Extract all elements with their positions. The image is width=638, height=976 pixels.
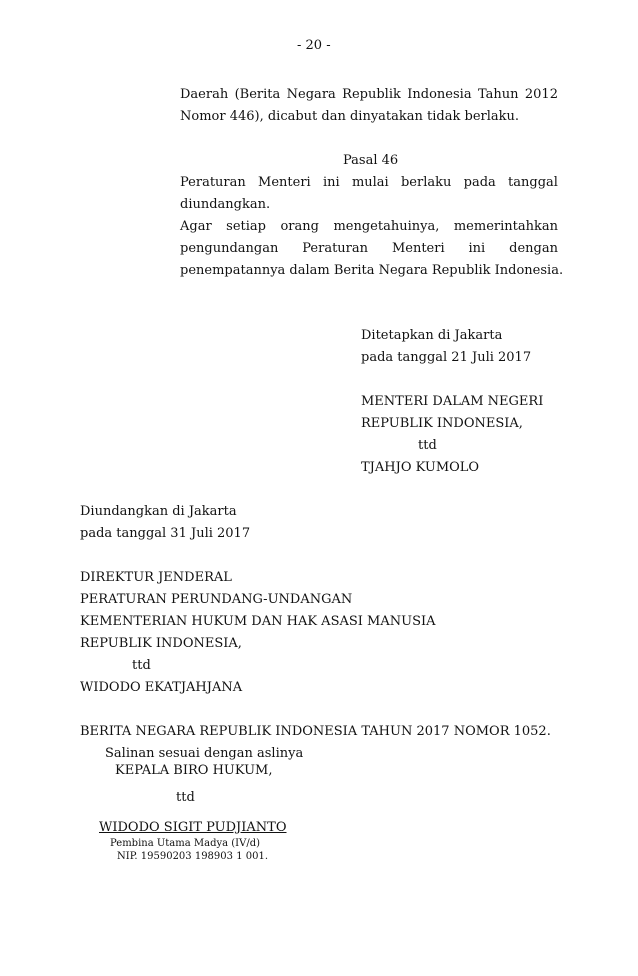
enactment-date: pada tanggal 21 Juli 2017 — [361, 350, 532, 365]
article-p1-line-1 — [180, 175, 558, 191]
director-name: WIDODO EKATJAHJANA — [80, 680, 243, 695]
word: Republik — [342, 87, 401, 102]
director-title-4: REPUBLIK INDONESIA, — [80, 636, 242, 651]
director-title-1: DIREKTUR JENDERAL — [80, 570, 232, 585]
enactment-place: Ditetapkan di Jakarta — [361, 328, 503, 343]
bureau-head-title: KEPALA BIRO HUKUM, — [115, 763, 273, 778]
article-p2-line-3: penempatannya dalam Berita Negara Republik Indonesia. — [180, 263, 564, 278]
word: pada — [463, 175, 496, 190]
bureau-head-name: WIDODO SIGIT PUDJIANTO — [99, 820, 287, 835]
word: pengundangan — [180, 241, 279, 256]
word: Peraturan — [180, 175, 246, 190]
article-p1-line-2: diundangkan. — [180, 197, 271, 212]
director-title-3: KEMENTERIAN HUKUM DAN HAK ASASI MANUSIA — [80, 614, 436, 629]
promulgation-date: pada tanggal 31 Juli 2017 — [80, 526, 251, 541]
word: Menteri — [258, 175, 311, 190]
word: setiap — [226, 219, 266, 234]
word: mulai — [351, 175, 389, 190]
word: dengan — [509, 241, 558, 256]
article-p2-line-1 — [180, 219, 558, 235]
word: tanggal — [508, 175, 558, 190]
state-gazette-line: BERITA NEGARA REPUBLIK INDONESIA TAHUN 2017 NOMOR 1052. — [80, 724, 551, 739]
word: mengetahuinya, — [333, 219, 440, 234]
word: ini — [322, 175, 340, 190]
bureau-head-signature: ttd — [176, 790, 195, 805]
director-title-2: PERATURAN PERUNDANG-UNDANGAN — [80, 592, 353, 607]
word: Peraturan — [302, 241, 369, 256]
word: Indonesia — [407, 87, 472, 102]
word: Menteri — [391, 241, 445, 256]
copy-certification: Salinan sesuai dengan aslinya — [105, 746, 304, 761]
word: Negara — [286, 87, 336, 102]
word: berlaku — [400, 175, 452, 190]
word: Daerah — [180, 87, 229, 102]
minister-signature: ttd — [418, 438, 437, 453]
word: orang — [280, 219, 319, 234]
article-p2-line-2 — [180, 241, 558, 257]
minister-title-1: MENTERI DALAM NEGERI — [361, 394, 544, 409]
minister-name: TJAHJO KUMOLO — [361, 460, 480, 475]
word: memerintahkan — [453, 219, 558, 234]
word: 2012 — [524, 87, 558, 102]
minister-title-2: REPUBLIK INDONESIA, — [361, 416, 523, 431]
word: Agar — [180, 219, 212, 234]
director-signature: ttd — [132, 658, 151, 673]
promulgation-place: Diundangkan di Jakarta — [80, 504, 237, 519]
bureau-head-nip: NIP. 19590203 198903 1 001. — [117, 851, 268, 862]
page-number: - 20 - — [297, 38, 331, 53]
article-heading: Pasal 46 — [343, 153, 399, 168]
word: Tahun — [477, 87, 519, 102]
word: ini — [468, 241, 486, 256]
intro-line-2: Nomor 446), dicabut dan dinyatakan tidak berlaku. — [180, 109, 520, 124]
word: (Berita — [234, 87, 281, 102]
bureau-head-rank: Pembina Utama Madya (IV/d) — [110, 838, 261, 849]
intro-line-1 — [180, 87, 558, 103]
